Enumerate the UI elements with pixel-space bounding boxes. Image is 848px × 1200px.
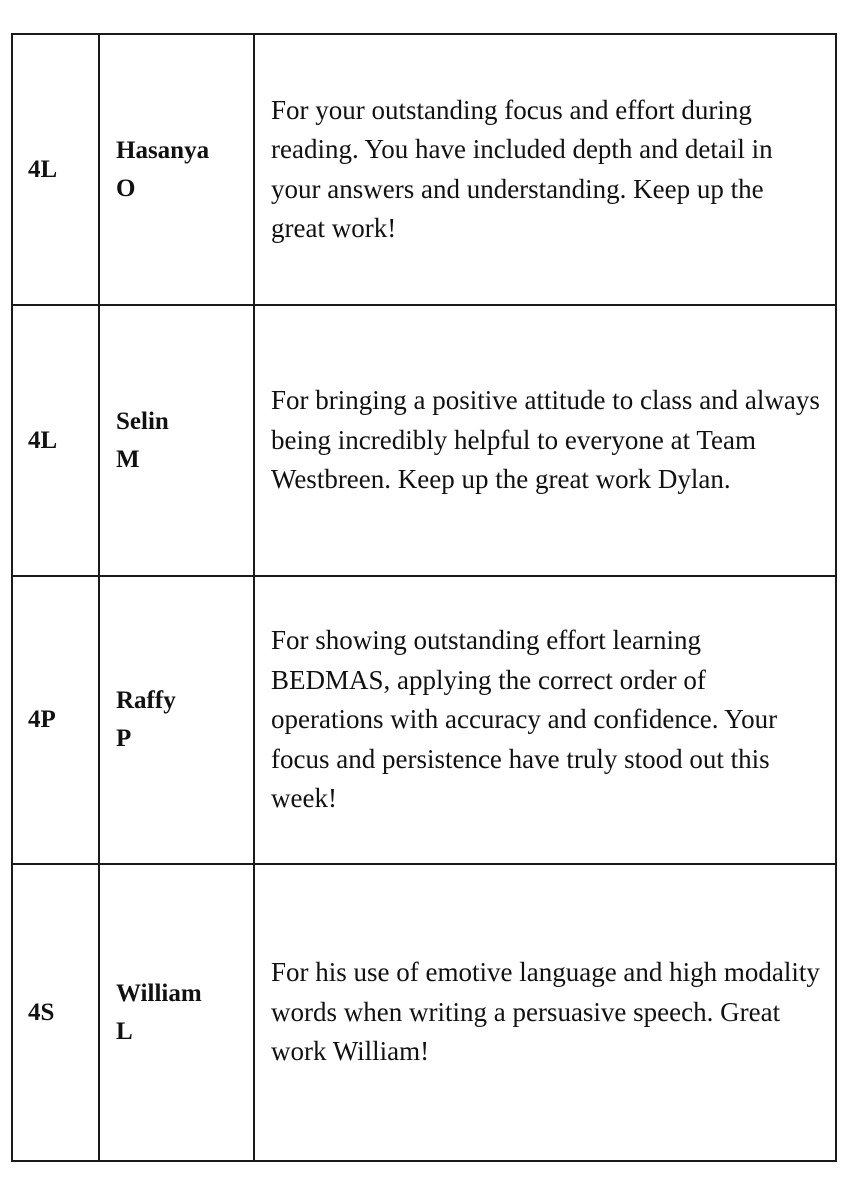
- table-row: [12, 864, 836, 1161]
- table-row: [12, 34, 836, 305]
- class-cell: 4P: [12, 576, 99, 864]
- table-row: [12, 576, 836, 864]
- student-last-initial: M: [116, 445, 140, 473]
- class-cell: 4L: [12, 34, 99, 305]
- class-cell: 4S: [12, 864, 99, 1161]
- student-name-cell: [99, 305, 254, 576]
- award-message-cell: For his use of emotive language and high modality words when writing a persuasive speech. Great work William!: [254, 864, 836, 1161]
- student-first-name: Hasanya: [116, 136, 210, 164]
- student-first-name: Selin: [116, 407, 169, 435]
- table-row: [12, 305, 836, 576]
- student-name-cell: [99, 34, 254, 305]
- student-last-initial: P: [116, 725, 132, 752]
- award-message-cell: For bringing a positive attitude to class and always being incredibly helpful to everyone at Team Westbreen. Keep up the great work Dylan.: [254, 305, 836, 576]
- awards-table: [11, 33, 837, 1162]
- class-cell: 4L: [12, 305, 99, 576]
- award-message-cell: For your outstanding focus and effort during reading. You have included depth and detail in your answers and understanding. Keep up the great work!: [254, 34, 836, 305]
- student-name-cell: [99, 576, 254, 864]
- student-first-name: William: [116, 979, 202, 1007]
- student-last-initial: O: [116, 174, 136, 202]
- student-name-cell: [99, 864, 254, 1161]
- student-first-name: Raffy: [116, 687, 176, 714]
- student-last-initial: L: [116, 1017, 133, 1045]
- award-message-cell: For showing outstanding effort learning BEDMAS, applying the correct order of operations with accuracy and confidence. Your focus and persistence have truly stood out this week!: [254, 576, 836, 864]
